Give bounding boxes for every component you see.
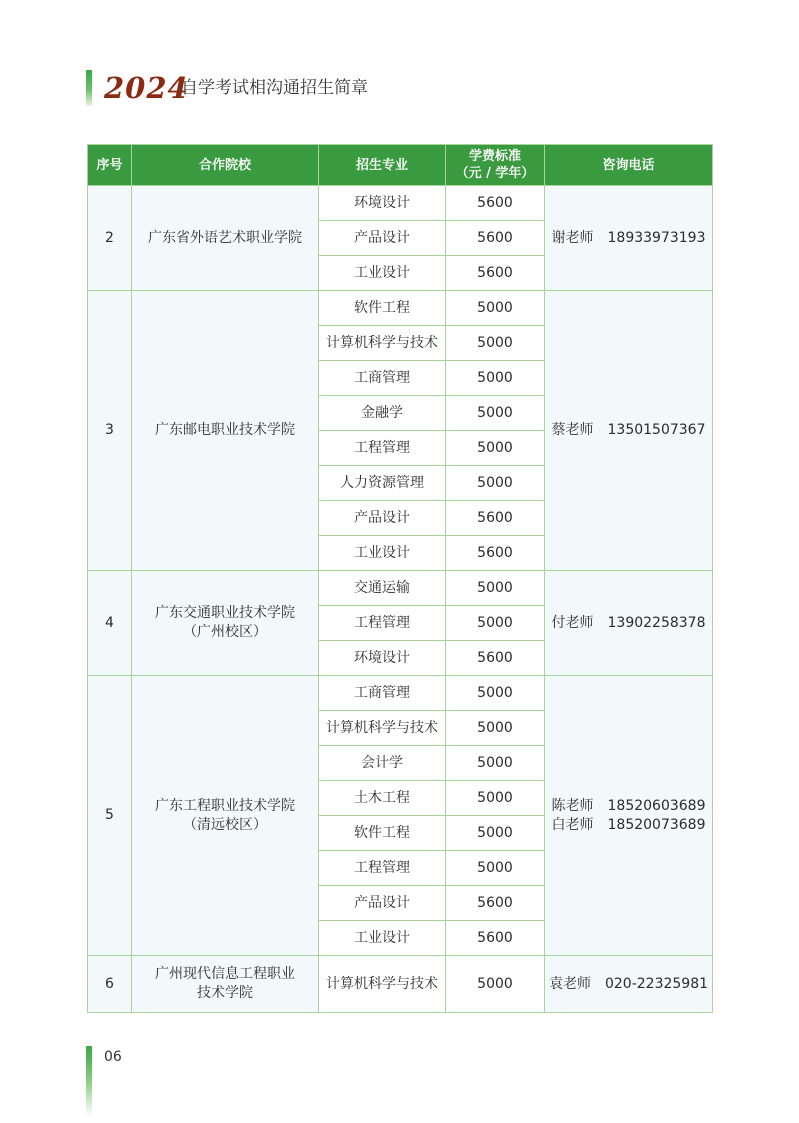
- fee-cell: 5000: [446, 361, 545, 396]
- school-cell: [132, 956, 319, 1013]
- school-name-line: 广东省外语艺术职业学院: [148, 229, 302, 246]
- seq-cell: 4: [88, 571, 132, 676]
- major-cell: 计算机科学与技术: [319, 326, 446, 361]
- major-cell: 工业设计: [319, 256, 446, 291]
- header-accent-bar: [86, 70, 92, 106]
- fee-cell: 5600: [446, 256, 545, 291]
- contact-line: 谢老师 18933973193: [551, 229, 706, 246]
- header-year-logo: 2024: [104, 71, 189, 105]
- seq-cell: 5: [88, 676, 132, 956]
- contact-line: 白老师 18520073689: [551, 816, 706, 833]
- contact-cell: [545, 571, 713, 676]
- school-name-line: 广东交通职业技术学院: [155, 605, 295, 621]
- major-cell: 工商管理: [319, 676, 446, 711]
- major-cell: 工商管理: [319, 361, 446, 396]
- major-cell: 环境设计: [319, 186, 446, 221]
- contact-cell: [545, 676, 713, 956]
- fee-cell: 5000: [446, 326, 545, 361]
- page-number: 06: [104, 1049, 122, 1065]
- contact-line: 付老师 13902258378: [551, 614, 706, 631]
- footer-accent-bar: [86, 1046, 92, 1116]
- major-cell: 产品设计: [319, 221, 446, 256]
- column-header-fee: 学费标准 （元 / 学年）: [446, 145, 545, 186]
- school-name-line: 广东工程职业技术学院: [155, 797, 295, 814]
- major-cell: 环境设计: [319, 641, 446, 676]
- school-name-line: 广州现代信息工程职业: [155, 966, 295, 982]
- major-cell: 计算机科学与技术: [319, 956, 446, 1013]
- fee-cell: 5000: [446, 711, 545, 746]
- fee-cell: 5600: [446, 501, 545, 536]
- fee-cell: 5600: [446, 921, 545, 956]
- school-cell: [132, 571, 319, 676]
- fee-cell: 5000: [446, 466, 545, 501]
- fee-cell: 5600: [446, 221, 545, 256]
- major-cell: 软件工程: [319, 291, 446, 326]
- fee-cell: 5000: [446, 781, 545, 816]
- fee-cell: 5000: [446, 606, 545, 641]
- table-row: [88, 571, 713, 606]
- fee-cell: 5000: [446, 676, 545, 711]
- fee-cell: 5000: [446, 816, 545, 851]
- column-header-seq: 序号: [88, 145, 132, 186]
- fee-cell: 5600: [446, 641, 545, 676]
- major-cell: 交通运输: [319, 571, 446, 606]
- major-cell: 工程管理: [319, 851, 446, 886]
- major-cell: 工程管理: [319, 606, 446, 641]
- seq-cell: 3: [88, 291, 132, 571]
- major-cell: 工程管理: [319, 431, 446, 466]
- major-cell: 土木工程: [319, 781, 446, 816]
- fee-cell: 5600: [446, 536, 545, 571]
- school-name-line: （清远校区）: [183, 816, 267, 833]
- seq-cell: 2: [88, 186, 132, 291]
- major-cell: 产品设计: [319, 501, 446, 536]
- major-cell: 会计学: [319, 746, 446, 781]
- major-cell: 工业设计: [319, 536, 446, 571]
- table-body: [88, 186, 713, 1013]
- fee-cell: 5000: [446, 396, 545, 431]
- fee-cell: 5000: [446, 851, 545, 886]
- fee-cell: 5000: [446, 291, 545, 326]
- table-header-row: [88, 145, 713, 186]
- school-cell: [132, 676, 319, 956]
- fee-cell: 5600: [446, 186, 545, 221]
- column-header-school: 合作院校: [132, 145, 319, 186]
- fee-cell: 5000: [446, 956, 545, 1013]
- major-cell: 软件工程: [319, 816, 446, 851]
- admissions-table: [87, 144, 713, 1013]
- fee-cell: 5000: [446, 746, 545, 781]
- contact-cell: [545, 956, 713, 1013]
- fee-cell: 5600: [446, 886, 545, 921]
- contact-line: 陈老师 18520603689: [551, 797, 706, 814]
- column-header-major: 招生专业: [319, 145, 446, 186]
- table-row: [88, 956, 713, 1013]
- table-row: [88, 186, 713, 221]
- fee-cell: 5000: [446, 431, 545, 466]
- major-cell: 人力资源管理: [319, 466, 446, 501]
- table-row: [88, 676, 713, 711]
- major-cell: 计算机科学与技术: [319, 711, 446, 746]
- major-cell: 产品设计: [319, 886, 446, 921]
- seq-cell: 6: [88, 956, 132, 1013]
- column-header-phone: 咨询电话: [545, 145, 713, 186]
- table-row: [88, 291, 713, 326]
- school-name-line: （广州校区）: [183, 624, 267, 640]
- fee-cell: 5000: [446, 571, 545, 606]
- school-name-line: 广东邮电职业技术学院: [155, 422, 295, 438]
- school-cell: [132, 186, 319, 291]
- major-cell: 金融学: [319, 396, 446, 431]
- major-cell: 工业设计: [319, 921, 446, 956]
- contact-cell: [545, 186, 713, 291]
- page-title: 自学考试相沟通招生简章: [181, 78, 368, 98]
- contact-line: 袁老师 020-22325981: [548, 975, 709, 992]
- contact-line: 蔡老师 13501507367: [551, 422, 706, 438]
- contact-cell: [545, 291, 713, 571]
- school-cell: [132, 291, 319, 571]
- school-name-line: 技术学院: [197, 985, 253, 1001]
